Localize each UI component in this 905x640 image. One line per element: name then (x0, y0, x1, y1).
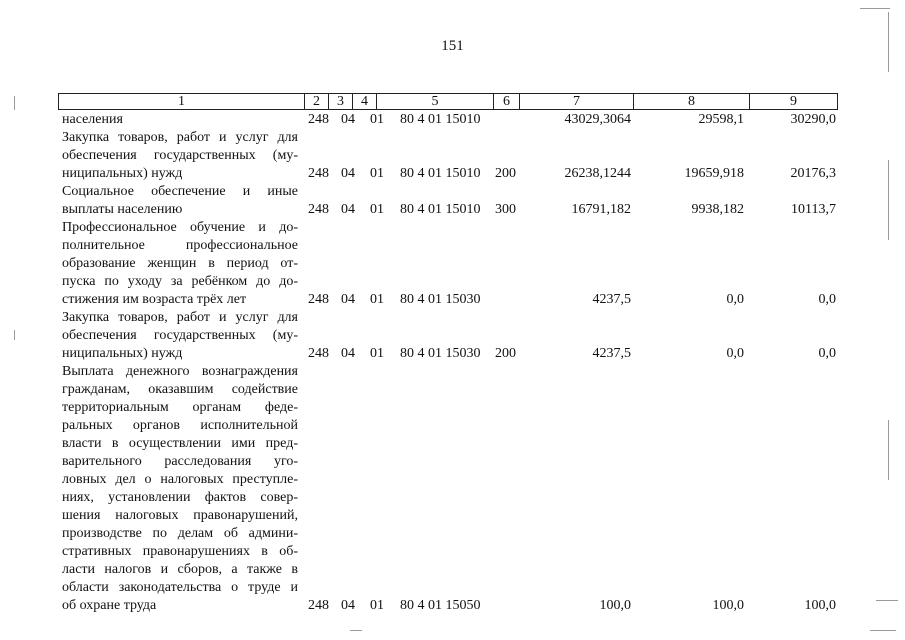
column-header-2: 2 (304, 94, 328, 109)
cell-c2: 248 (308, 112, 329, 127)
cell-c5: 80 4 01 15030 (400, 292, 481, 307)
row-description (62, 219, 298, 309)
scan-speck (888, 160, 889, 240)
row-description (62, 363, 298, 615)
column-header-7: 7 (519, 94, 633, 109)
description-line: обеспечения государственных (му- (62, 148, 298, 163)
cell-c4: 01 (370, 166, 384, 181)
column-header-3: 3 (328, 94, 352, 109)
description-line: выплаты населению (62, 202, 183, 217)
cell-c6: 300 (495, 202, 516, 217)
column-header-4: 4 (352, 94, 376, 109)
scan-speck (860, 8, 890, 9)
cell-c7: 100,0 (599, 598, 631, 613)
column-header-6: 6 (493, 94, 519, 109)
column-header-8: 8 (633, 94, 749, 109)
scan-speck (888, 12, 889, 72)
cell-c9: 100,0 (804, 598, 836, 613)
cell-c8: 9938,182 (691, 202, 744, 217)
cell-c5: 80 4 01 15010 (400, 166, 481, 181)
description-line: ниципальных) нужд (62, 346, 183, 361)
row-description (62, 183, 298, 219)
scan-speck (888, 420, 889, 480)
cell-c5: 80 4 01 15010 (400, 202, 481, 217)
description-line: Закупка товаров, работ и услуг для (62, 310, 298, 325)
cell-c9: 0,0 (818, 292, 836, 307)
cell-c2: 248 (308, 292, 329, 307)
cell-c7: 43029,3064 (564, 112, 631, 127)
description-line: Социальное обеспечение и иные (62, 184, 298, 199)
scan-speck (14, 330, 15, 340)
cell-c5: 80 4 01 15030 (400, 346, 481, 361)
cell-c8: 0,0 (726, 292, 744, 307)
description-line: ласти налогов и сборов, а также в (62, 562, 298, 577)
cell-c7: 4237,5 (592, 292, 631, 307)
description-line: стративных правонарушениях в об- (62, 544, 298, 559)
cell-c7: 26238,1244 (564, 166, 631, 181)
description-line: полнительное профессиональное (62, 238, 298, 253)
description-line: ниях, установлении фактов совер- (62, 490, 298, 505)
cell-c9: 0,0 (818, 346, 836, 361)
cell-c3: 04 (341, 346, 355, 361)
cell-c7: 4237,5 (592, 346, 631, 361)
cell-c3: 04 (341, 166, 355, 181)
description-line: стижения им возраста трёх лет (62, 292, 247, 307)
cell-c9: 20176,3 (790, 166, 836, 181)
cell-c6: 200 (495, 346, 516, 361)
scan-speck (876, 600, 898, 601)
description-line: населения (62, 112, 123, 127)
cell-c4: 01 (370, 292, 384, 307)
description-line: варительного расследования уго- (62, 454, 298, 469)
cell-c4: 01 (370, 202, 384, 217)
description-line: образование женщин в период от- (62, 256, 298, 271)
cell-c2: 248 (308, 166, 329, 181)
cell-c8: 100,0 (712, 598, 744, 613)
cell-c4: 01 (370, 598, 384, 613)
description-line: ниципальных) нужд (62, 166, 183, 181)
row-description (62, 111, 298, 129)
table-header-row (58, 93, 838, 110)
cell-c3: 04 (341, 598, 355, 613)
scan-speck (870, 630, 896, 631)
cell-c4: 01 (370, 112, 384, 127)
description-line: шения налоговых правонарушений, (62, 508, 298, 523)
description-line: об охране труда (62, 598, 157, 613)
description-line: Профессиональное обучение и до- (62, 220, 298, 235)
description-line: ловных дел о налоговых преступле- (62, 472, 298, 487)
description-line: ральных органов исполнительной (62, 418, 298, 433)
cell-c3: 04 (341, 292, 355, 307)
cell-c8: 19659,918 (684, 166, 744, 181)
column-header-9: 9 (749, 94, 837, 109)
description-line: власти в осуществлении ими пред- (62, 436, 298, 451)
cell-c9: 10113,7 (791, 202, 836, 217)
cell-c7: 16791,182 (571, 202, 631, 217)
cell-c2: 248 (308, 202, 329, 217)
description-line: Закупка товаров, работ и услуг для (62, 130, 298, 145)
description-line: области законодательства о труде и (62, 580, 298, 595)
column-header-5: 5 (376, 94, 493, 109)
description-line: гражданам, оказавшим содействие (62, 382, 298, 397)
cell-c2: 248 (308, 346, 329, 361)
page-number: 151 (441, 38, 464, 54)
cell-c5: 80 4 01 15050 (400, 598, 481, 613)
cell-c3: 04 (341, 202, 355, 217)
row-description (62, 309, 298, 363)
description-line: пуска по уходу за ребёнком до до- (62, 274, 298, 289)
cell-c6: 200 (495, 166, 516, 181)
cell-c8: 0,0 (726, 346, 744, 361)
scan-speck (350, 630, 362, 631)
cell-c5: 80 4 01 15010 (400, 112, 481, 127)
cell-c2: 248 (308, 598, 329, 613)
row-description (62, 129, 298, 183)
description-line: Выплата денежного вознаграждения (62, 364, 298, 379)
description-line: обеспечения государственных (му- (62, 328, 298, 343)
scan-speck (14, 96, 15, 110)
column-header-1: 1 (178, 94, 185, 109)
cell-c3: 04 (341, 112, 355, 127)
cell-c9: 30290,0 (790, 112, 836, 127)
cell-c8: 29598,1 (698, 112, 744, 127)
cell-c4: 01 (370, 346, 384, 361)
description-line: территориальным органам феде- (62, 400, 298, 415)
description-line: производстве по делам об админи- (62, 526, 298, 541)
